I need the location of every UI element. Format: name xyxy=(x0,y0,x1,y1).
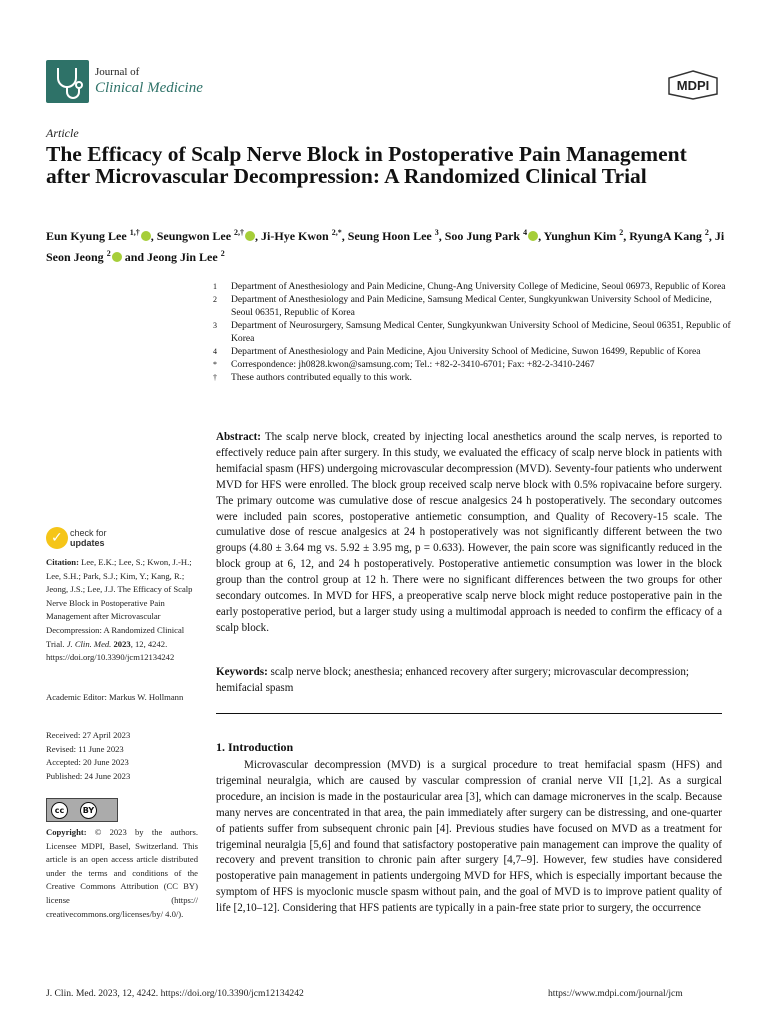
mdpi-logo xyxy=(667,70,719,105)
date-revised: Revised: 11 June 2023 xyxy=(46,743,124,754)
check-updates-icon: ✓ xyxy=(46,527,68,549)
journal-name: Clinical Medicine xyxy=(95,80,203,96)
author: Jeong Jin Lee $^2$ xyxy=(147,249,225,264)
citation-text: Lee, E.K.; Lee, S.; Kwon, J.-H.; Lee, S.H.; Park, S.J.; Kim, Y.; Kang, R.; Jeong, J.S.; Lee, J.J. The Efficacy of Scalp Nerve Block in Postoperative Pain Management after Microvascular Decompression: A Randomized Clinical Trial. xyxy=(46,557,193,649)
citation-journal: J. Clin. Med. xyxy=(66,638,112,649)
author-list xyxy=(46,224,736,266)
keywords-label: Keywords: xyxy=(216,666,268,678)
check-updates-line1: check for xyxy=(70,528,107,538)
author: Soo Jung Park $^4$ , xyxy=(444,228,544,243)
author: Ji-Hye Kwon $^{2,*}$, xyxy=(261,228,348,243)
cc-icon: cc xyxy=(51,802,68,819)
author: Ji Seon Jeong $^2$ and xyxy=(46,229,725,264)
attribution-icon: BY xyxy=(80,802,97,819)
footer-journal-url[interactable]: https://www.mdpi.com/journal/jcm xyxy=(548,988,683,999)
orcid-icon[interactable] xyxy=(141,231,151,241)
author: RyungA Kang $^2$, xyxy=(629,228,715,243)
date-published: Published: 24 June 2023 xyxy=(46,770,131,781)
date-accepted: Accepted: 20 June 2023 xyxy=(46,757,129,768)
affiliation-item: 3 Department of Neurosurgery, Samsung Medical Center, Sungkyunkwan University School of Medicine, Seoul 06351, Republic of Korea xyxy=(213,320,731,344)
citation-year: 2023 xyxy=(113,638,131,649)
date-received: Received: 27 April 2023 xyxy=(46,730,131,740)
copyright-block xyxy=(46,826,198,921)
abstract xyxy=(216,430,722,637)
paper-title: The Efficacy of Scalp Nerve Block in Postoperative Pain Management after Microvascular Decompression: A Randomized Clinical Trial xyxy=(46,142,687,188)
section-divider xyxy=(216,713,722,714)
affiliation-item: 1 Department of Anesthesiology and Pain Medicine, Chung-Ang University College of Medicine, Seoul 06973, Republic of Korea xyxy=(213,281,726,292)
mdpi-logo-text: MDPI xyxy=(676,78,710,93)
keywords xyxy=(216,665,722,697)
cc-license-badge[interactable] xyxy=(46,798,118,822)
equal-contribution-note: † These authors contributed equally to this work. xyxy=(213,372,412,383)
keywords-text: scalp nerve block; anesthesia; enhanced recovery after surgery; microvascular decompression; hemifacial spasm xyxy=(216,666,689,694)
correspondence: * Correspondence: jh0828.kwon@samsung.com; Tel.: +82-2-3410-6701; Fax: +82-2-3410-2467 xyxy=(213,359,595,370)
citation-rest[interactable]: , 12, 4242. https://doi.org/10.3390/jcm12134242 xyxy=(46,638,175,663)
copyright-label: Copyright: xyxy=(46,827,87,837)
copyright-text: © 2023 by the authors. Licensee MDPI, Basel, Switzerland. This article is an open access article distributed under the terms and conditions of the Creative Commons Attribution (CC BY) license (https:// creativecommons.org/licenses/by/ 4.0/). xyxy=(46,827,198,919)
check-updates-line2: updates xyxy=(70,538,105,548)
citation-label: Citation: xyxy=(46,557,79,567)
author: Yunghun Kim $^2$, xyxy=(543,228,630,243)
orcid-icon[interactable] xyxy=(528,231,538,241)
author: Eun Kyung Lee $^{1,\dagger}$ , xyxy=(46,228,157,243)
citation-block xyxy=(46,556,198,665)
stethoscope-icon xyxy=(46,60,89,103)
affiliation-item: 4 Department of Anesthesiology and Pain Medicine, Ajou University School of Medicine, Suwon 16499, Republic of Korea xyxy=(213,346,701,357)
abstract-text: The scalp nerve block, created by injecting local anesthetics around the scalp nerves, is reported to effectively reduce pain after surgery. In this study, we evaluated the efficacy of scalp nerve block in patients with hemifacial spasm (HFS) undergoing microvascular decompression (MVD). Seventy-four patients who underwent MVD for HFS were enrolled. The block group received scalp nerve block with 0.5% ropivacaine before surgery. The primary outcome was cumulative dose of rescue analgesics 24 h postoperatively. The secondary outcomes were included pain scores, postoperative antiemetic consumption, and Quality of Recovery-15 scale. The cumulative dose of rescue analgesics at 24 h postoperatively was not significantly different between the two groups (4.80 ± 3.64 mg vs. 5.92 ± 3.95 mg, p = 0.633). However, the pain score was significantly reduced in the block group at 6, 12, and 24 h postoperatively. Postoperative antiemetic consumption was lower in the block group than the control group at 12 h. There were no significant differences between the two groups for other secondary outcomes. In MVD for HFS, a preoperative scalp nerve block might reduce postoperative pain in the early postoperative period, but a larger study using a multimodal approach is needed to confirm the efficacy of a scalp block. xyxy=(216,431,722,634)
author: Seungwon Lee $^{2,\dagger}$ , xyxy=(156,228,262,243)
affiliation-item: 2 Department of Anesthesiology and Pain Medicine, Samsung Medical Center, Sungkyunkwan University School of Medicine, Seoul 06351, Republic of Korea xyxy=(213,294,712,318)
article-type: Article xyxy=(46,126,79,140)
publication-dates xyxy=(46,729,198,783)
author: Seung Hoon Lee $^3$, xyxy=(347,228,445,243)
academic-editor: Academic Editor: Markus W. Hollmann xyxy=(46,692,184,702)
journal-logo xyxy=(46,60,89,103)
orcid-icon[interactable] xyxy=(245,231,255,241)
introduction-paragraph: Microvascular decompression (MVD) is a surgical procedure to treat hemifacial spasm (HFS) and trigeminal neuralgia, which are caused by vascular compression of cranial nerve VII [1,2]. As a surgical procedure, an incision is made in the postauricular area [3], which can damage micronerves in the scalp. Because many nerves are concentrated in that area, the pain immediately after surgery can be distressing, and one-quarter of patients suffer from subsequent chronic pain [4]. Previous studies have focused on MVD as a treatment for trigeminal neuralgia [5,6] and found that satisfactory postoperative pain management can improve the quality of recovery and prevent transition to chronic pain after surgery [4,7–9]. However, few studies have considered postoperative pain management in patients undergoing MVD for HFS, which is especially important because the symptom of HFS is myoclonic muscle spasm without pain, and the goal of MVD is to improve patient quality of life [2,10–12]. Considering that HFS patients are typically in a pain-free state prior to surgery, the occurrence xyxy=(216,759,722,915)
journal-of-label: Journal of xyxy=(95,66,140,78)
abstract-label: Abstract: xyxy=(216,431,261,443)
section-heading-introduction: 1. Introduction xyxy=(216,740,294,754)
footer-citation[interactable]: J. Clin. Med. 2023, 12, 4242. https://doi.org/10.3390/jcm12134242 xyxy=(46,988,304,999)
affiliations xyxy=(213,280,733,384)
orcid-icon[interactable] xyxy=(112,252,122,262)
